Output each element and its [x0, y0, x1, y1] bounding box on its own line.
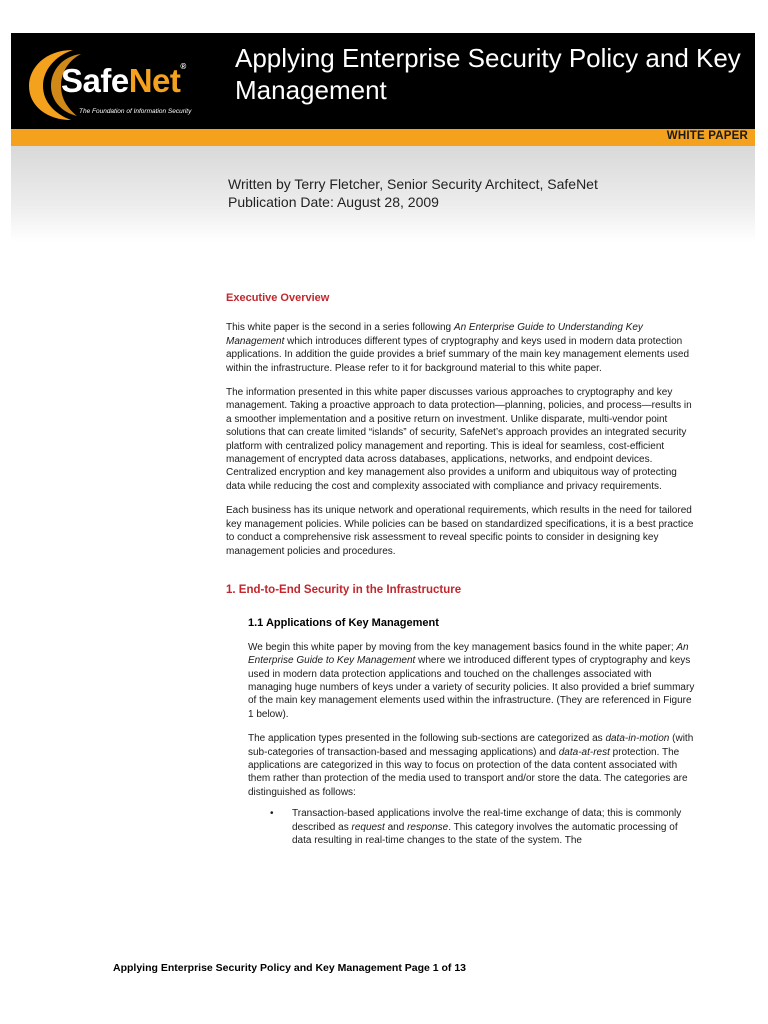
logo-word-net: Net [128, 62, 181, 99]
logo-word-safe: Safe [61, 62, 129, 99]
exec-paragraph-2: The information presented in this white paper discusses various approaches to cryptography and key management. Taking a proactive approach to data protection—planning, policies, and process—results in a smoother implementation and a positive return on investment. Unlike disparate, multi-vendor point solutions that can create limited “islands” of security, SafeNet’s approach provides an integrated security platform with centralized policy management and reporting. This is ideal for seamless, cost-efficient management of encrypted data across databases, applications, networks, and endpoint devices. Centralized encryption and key management also provides a uniform and ubiquitous way of protecting data while reducing the cost and complexity associated with compliance and privacy requirements. [226, 387, 692, 492]
header-accent-strip [11, 129, 755, 146]
section-1-1-paragraph-1: We begin this white paper by moving from the key management basics found in the white paper; An Enterprise Guide to Key Management where we introduced different types of cryptography and keys used in modern data protection applications and touched on the challenges associated with managing huge numbers of keys under a variety of security policies. It also provided a brief summary of the main key management elements used within the infrastructure. (They are referenced in Figure 1 below). [248, 641, 695, 720]
exec-paragraph-3: Each business has its unique network and operational requirements, which results in the need for tailored key management policies. While policies can be based on standardized specifications, it is a best practice to conduct a comprehensive risk assessment to reveal specific points to consider in designing key management policies and procedures. [226, 505, 694, 557]
referenced-guide-title: An Enterprise Guide to Understanding Key Management [226, 322, 643, 347]
logo-tagline: The Foundation of Information Security [79, 108, 192, 115]
logo-wordmark [61, 62, 186, 100]
document-title: Applying Enterprise Security Policy and Key Management [235, 43, 741, 105]
page-footer: Applying Enterprise Security Policy and Key Management Page 1 of 13 [113, 962, 467, 974]
section-1-1-paragraph-2: The application types presented in the following sub-sections are categorized as data-in-motion (with sub-categories of transaction-based and messaging applications) and data-at-rest protection. The applications are categorized in this way to focus on protection of the data content associated with them rather than protection of the media used to transport and/or store the data. The categories are distinguished as follows: [248, 733, 694, 798]
executive-overview-heading: Executive Overview [226, 292, 330, 304]
bullet-icon: • [270, 808, 274, 820]
publication-date: Publication Date: August 28, 2009 [228, 194, 439, 210]
logo-registered-mark: ® [180, 62, 186, 71]
section-1-1-heading: 1.1 Applications of Key Management [248, 617, 439, 630]
list-item-text: Transaction-based applications involve the real-time exchange of data; this is commonly described as request and response. This category involves the automatic processing of data resulting in real-time changes to the state of the system. The [292, 808, 682, 846]
safenet-logo [27, 44, 223, 124]
document-body [226, 292, 696, 847]
section-1-1 [226, 617, 696, 847]
section-1-heading: 1. End-to-End Security in the Infrastructure [226, 583, 462, 596]
exec-paragraph-1: This white paper is the second in a series following An Enterprise Guide to Understanding Key Management which introduces different types of cryptography and keys used in modern data protection applications. In addition the guide provides a brief summary of the main key management elements used within the infrastructure. Please refer to it for background material to this white paper. [226, 322, 690, 374]
author-line: Written by Terry Fletcher, Senior Security Architect, SafeNet [228, 176, 598, 192]
white-paper-label: WHITE PAPER [666, 130, 748, 142]
referenced-guide-title-2: An Enterprise Guide to Key Management [248, 641, 689, 667]
list-item [270, 807, 696, 847]
